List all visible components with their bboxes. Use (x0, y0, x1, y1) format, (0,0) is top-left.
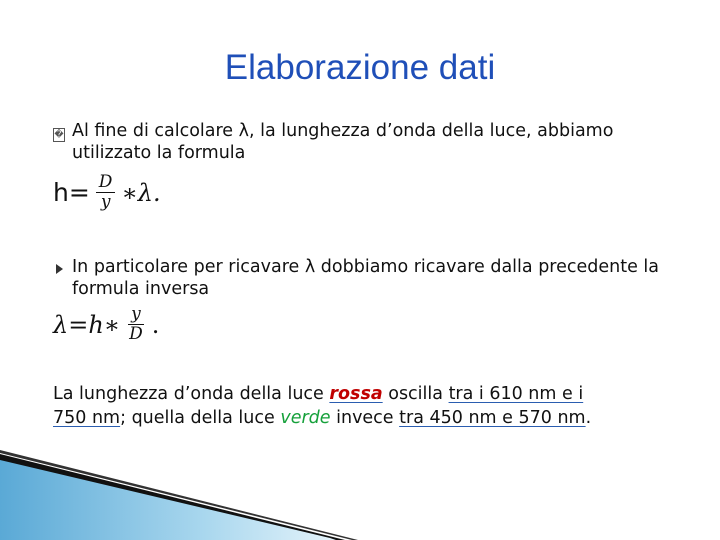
slide-title: Elaborazione dati (224, 48, 496, 87)
green-range: tra 450 nm e 570 nm (399, 408, 586, 428)
paragraph-part4: invece (330, 408, 400, 428)
bullet-arrow-icon (56, 264, 63, 274)
formula-lambda-numerator: y (128, 305, 144, 325)
formula-h (53, 173, 161, 212)
bullet-text-2: In particolare per ricavare λ dobbiamo ricavare dalla precedente la formula inversa (72, 257, 660, 299)
bullet-glyph: � (54, 130, 64, 140)
paragraph-part2: oscilla (382, 384, 449, 404)
formula-lambda-lhs: λ=h∗ (53, 310, 121, 339)
paragraph-part3: ; quella della luce (120, 408, 281, 428)
word-rossa: rossa (329, 384, 383, 404)
wavelength-paragraph (53, 382, 678, 430)
paragraph-part5: . (585, 408, 592, 428)
formula-lambda-fraction (126, 305, 146, 344)
word-verde: verde (280, 408, 331, 428)
formula-h-rhs: ∗λ. (121, 178, 161, 207)
formula-h-denominator: y (100, 192, 111, 212)
formula-lambda-denominator: D (129, 324, 143, 344)
slide-decoration (0, 450, 720, 540)
red-range-1: tra i 610 nm e i (448, 384, 584, 404)
bullet-text-1: Al fine di calcolare λ, la lunghezza d’onda della luce, abbiamo utilizzato la formula (72, 121, 614, 163)
formula-lambda (53, 305, 159, 344)
paragraph-part1: La lunghezza d’onda della luce (53, 384, 330, 404)
red-range-2: 750 nm (53, 408, 121, 428)
formula-h-fraction (96, 173, 116, 212)
formula-lambda-rhs: . (151, 310, 160, 339)
formula-h-numerator: D (96, 173, 116, 193)
formula-h-lhs: h= (53, 178, 90, 207)
